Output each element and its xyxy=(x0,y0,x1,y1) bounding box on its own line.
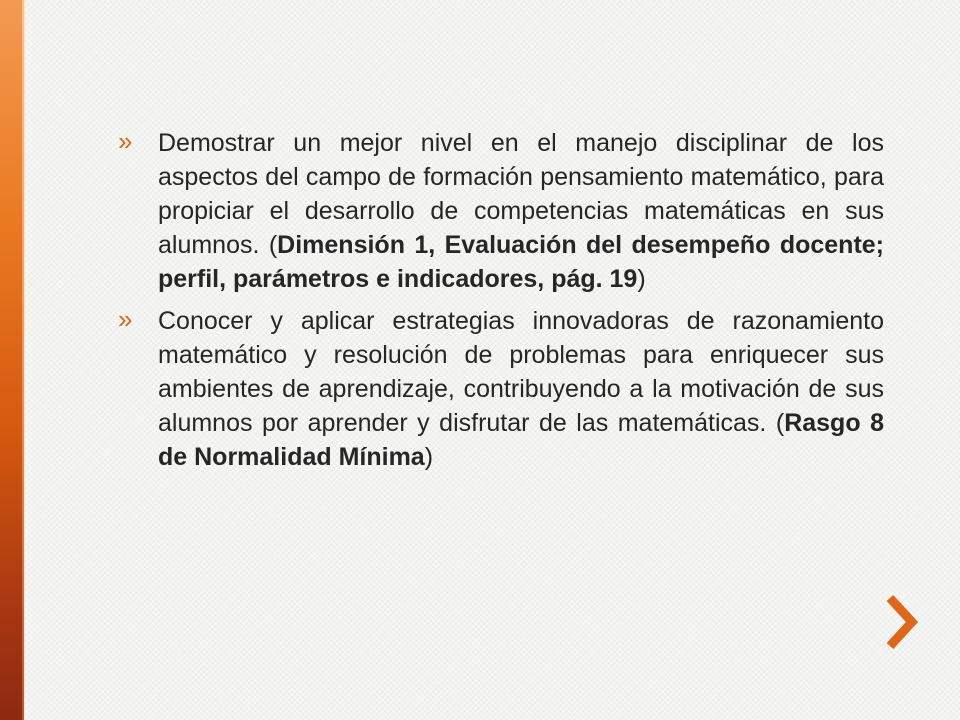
bullet-body: Conocer y aplicar estrategias innovadoras de razonamiento matemático y resolución de problemas para enriquecer sus ambientes de aprendizaje, contribuyendo a la motivación de sus alumnos por aprender y disfrutar de las matemáticas. ( xyxy=(158,307,884,437)
side-accent-bar-edge xyxy=(22,0,25,720)
list-item xyxy=(118,304,884,474)
chevron-right-icon[interactable] xyxy=(886,594,918,650)
bullet-marker: » xyxy=(118,126,133,156)
bullet-text xyxy=(158,126,884,296)
bullet-reference: Rasgo 8 de Normalidad Mínima xyxy=(158,409,884,471)
bullet-tail: ) xyxy=(424,443,434,471)
chevron-right-icon-graphic xyxy=(886,594,918,650)
side-accent-bar xyxy=(0,0,24,720)
bullet-body: Demostrar un mejor nivel en el manejo disciplinar de los aspectos del campo de formación pensamiento matemático, para propiciar el desarrollo de competencias matemáticas en sus alumnos. ( xyxy=(158,129,884,259)
bullet-reference: Dimensión 1, Evaluación del desempeño docente; perfil, parámetros e indicadores, pág. 19 xyxy=(158,231,885,293)
list-item xyxy=(118,126,884,296)
bullet-marker: » xyxy=(118,304,133,334)
bullet-text xyxy=(158,304,884,474)
bullet-list xyxy=(118,126,884,482)
bullet-tail: ) xyxy=(637,265,646,293)
